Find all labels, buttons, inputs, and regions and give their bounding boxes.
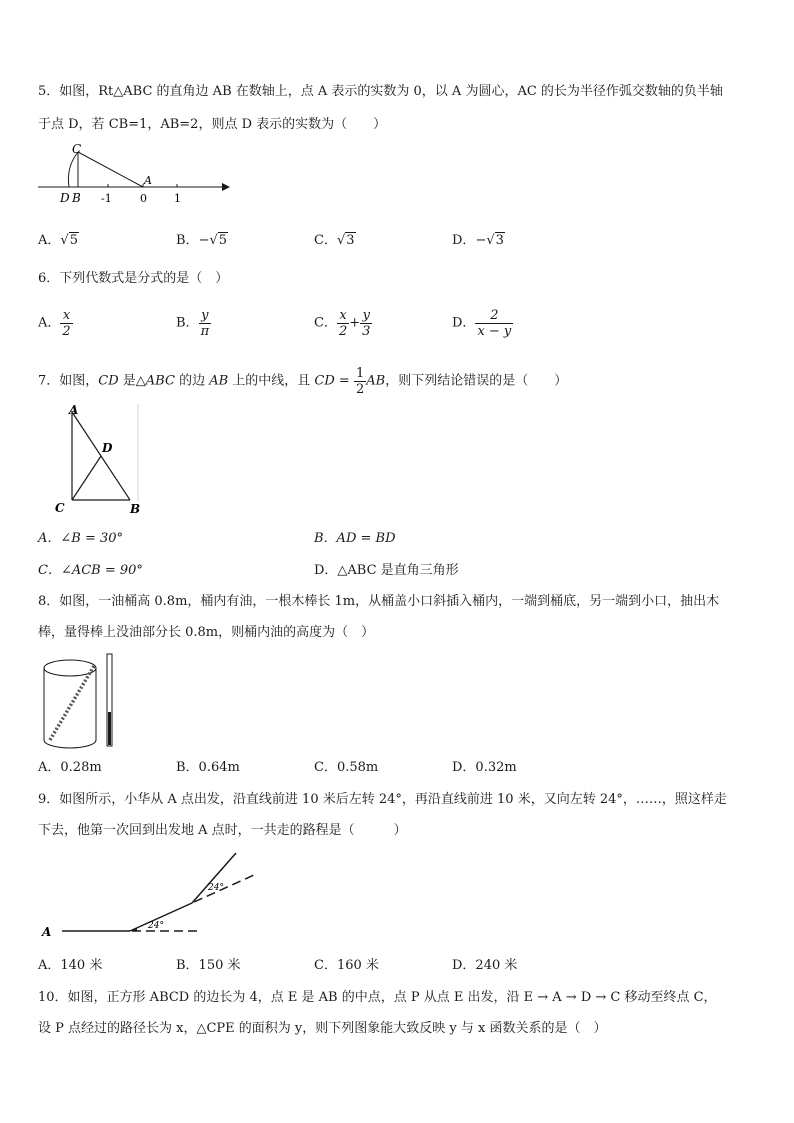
q6-option-c[interactable]: C． $\frac{x}{2}$ + $\frac{y}{3}$ <box>314 308 371 339</box>
q6-option-d[interactable]: D． $\frac{2}{x - y}$ <box>452 308 512 339</box>
q8-option-a[interactable]: A．0.28m <box>38 760 102 775</box>
q5-tick-neg1: -1 <box>101 192 112 205</box>
q5-tick-1: 1 <box>174 192 181 205</box>
q5-stem-line1: 5．如图，Rt△ABC 的直角边 AB 在数轴上，点 A 表示的实数为 0，以 A 为圆心，AC 的长为半径作弧交数轴的负半轴 <box>38 84 723 99</box>
q5-option-c[interactable]: C．√3 <box>314 233 355 248</box>
q5-option-b[interactable]: B．−√5 <box>176 233 228 248</box>
q5-label-b: B <box>72 191 81 205</box>
q10-stem-line2: 设 P 点经过的路径长为 x，△CPE 的面积为 y，则下列图象能大致反映 y 与 x 函数关系的是（ ） <box>38 1021 607 1036</box>
q9-label-a: A <box>42 925 52 939</box>
q7-option-c[interactable]: C．∠ACB = 90° <box>38 563 143 578</box>
q7-label-d: D <box>102 441 113 455</box>
q8-stem-line1: 8．如图，一油桶高 0.8m，桶内有油，一根木棒长 1m，从桶盖小口斜插入桶内，一端到桶底，另一端到小口，抽出木 <box>38 594 720 609</box>
q9-angle-label-1: 24° <box>148 921 164 931</box>
q8-option-b[interactable]: B．0.64m <box>176 760 240 775</box>
q10-stem-line1: 10．如图，正方形 ABCD 的边长为 4，点 E 是 AB 的中点，点 P 从点 E 出发，沿 E → A → D → C 移动至终点 C， <box>38 990 717 1005</box>
q9-angle-label-2: 24° <box>208 883 224 893</box>
q5-label-a: A <box>144 174 152 187</box>
q8-option-c[interactable]: C．0.58m <box>314 760 379 775</box>
q7-option-a[interactable]: A．∠B = 30° <box>38 531 124 546</box>
q7-triangle-figure <box>50 402 150 518</box>
q8-stem-line2: 棒，量得棒上没油部分长 0.8m，则桶内油的高度为（ ） <box>38 625 375 640</box>
q7-option-b[interactable]: B．AD = BD <box>314 531 396 546</box>
q7-stem: 7．如图，CD 是△ABC 的边 AB 上的中线，且 CD = $\frac{1}{2}$ AB，则下列结论错误的是（ ） <box>38 366 568 397</box>
q5-tick-0: 0 <box>140 192 147 205</box>
q6-option-b[interactable]: B． $\frac{y}{\pi}$ <box>176 308 210 339</box>
q7-option-d[interactable]: D．△ABC 是直角三角形 <box>314 563 459 578</box>
q5-number-line-figure <box>38 142 238 208</box>
q9-option-d[interactable]: D．240 米 <box>452 958 518 973</box>
q9-walking-path-figure <box>40 848 260 943</box>
q5-option-a[interactable]: A．√5 <box>38 233 78 248</box>
q8-oil-barrel-figure <box>40 652 120 752</box>
q5-option-d[interactable]: D．−√3 <box>452 233 504 248</box>
q5-stem-line2: 于点 D，若 CB=1，AB=2，则点 D 表示的实数为（ ） <box>38 117 387 132</box>
q8-option-d[interactable]: D．0.32m <box>452 760 517 775</box>
q6-option-a[interactable]: A． $\frac{x}{2}$ <box>38 308 71 339</box>
q7-label-a: A <box>69 403 79 417</box>
q9-option-b[interactable]: B．150 米 <box>176 958 241 973</box>
q9-option-c[interactable]: C．160 米 <box>314 958 379 973</box>
q5-label-d: D <box>60 191 70 205</box>
q7-label-c: C <box>55 501 65 515</box>
q9-stem-line2: 下去，他第一次回到出发地 A 点时，一共走的路程是（ ） <box>38 823 407 838</box>
q5-label-c: C <box>72 142 82 156</box>
q9-stem-line1: 9．如图所示，小华从 A 点出发，沿直线前进 10 米后左转 24°，再沿直线前进 10 米，又向左转 24°，……，照这样走 <box>38 792 727 807</box>
q9-option-a[interactable]: A．140 米 <box>38 958 103 973</box>
q7-label-b: B <box>130 502 141 516</box>
q6-stem: 6．下列代数式是分式的是（ ） <box>38 271 229 286</box>
